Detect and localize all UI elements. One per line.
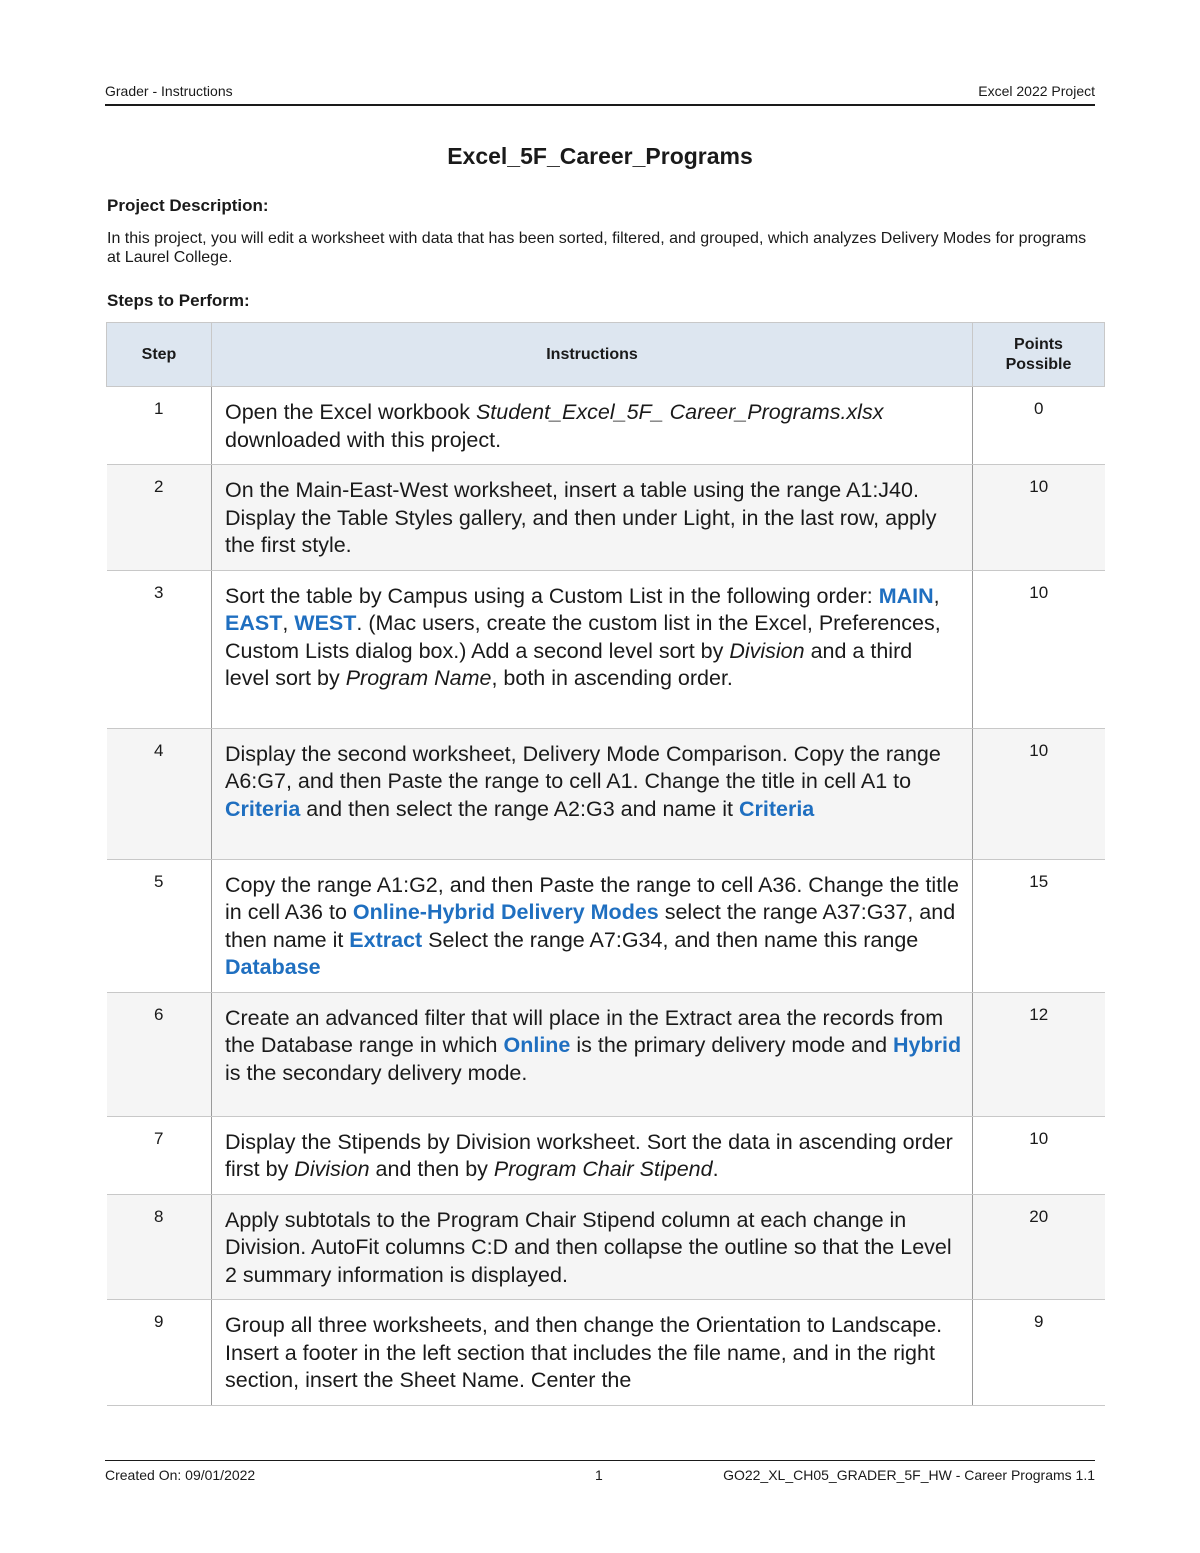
header-left-text: Grader - Instructions (105, 83, 233, 99)
keyword-text: Extract (349, 927, 423, 952)
step-instructions (212, 570, 973, 728)
steps-table-body (107, 387, 1105, 1406)
instruction-text: Group all three worksheets, and then change the Orientation to Landscape. Insert a footer in the left section that includes the file name, and in the right section, insert the Sheet Name. Center the (225, 1313, 943, 1392)
instruction-text: Sort the table by Campus using a Custom List in the following order: (225, 583, 879, 608)
instruction-text: select the range A37:G37, and then name it (225, 900, 956, 952)
step-number: 1 (107, 387, 212, 465)
column-header-instructions: Instructions (212, 323, 973, 387)
page-footer (105, 1460, 1095, 1483)
instruction-text: Display the second worksheet, Delivery Mode Comparison. Copy the range A6:G7, and then Paste the range to cell A1. Change the title in cell A1 to (225, 741, 941, 793)
instruction-text: Copy the range A1:G2, and then Paste the range to cell A36. Change the title in cell A36 to (225, 872, 959, 924)
instruction-text: and a third level sort by (225, 638, 913, 690)
points-possible: 10 (973, 1116, 1105, 1194)
project-description-heading: Project Description: (107, 196, 269, 215)
keyword-text: Online-Hybrid Delivery Modes (352, 900, 659, 924)
footer-created-date: Created On: 09/01/2022 (105, 1467, 256, 1483)
page-header (105, 82, 1095, 106)
italic-text: Program Chair Stipend (493, 1157, 713, 1181)
italic-text: Student_Excel_5F_ Career_Programs.xlsx (475, 400, 884, 424)
step-number: 9 (107, 1300, 212, 1406)
instruction-text: and then by (369, 1157, 494, 1181)
step-instructions (212, 387, 973, 465)
instruction-text: is the secondary delivery mode. (225, 1060, 528, 1085)
keyword-text: MAIN (878, 583, 934, 608)
points-possible: 12 (973, 992, 1105, 1116)
step-number: 8 (107, 1194, 212, 1300)
table-row (107, 992, 1105, 1116)
points-possible: 20 (973, 1194, 1105, 1300)
keyword-text: Criteria (225, 796, 301, 821)
step-number: 6 (107, 992, 212, 1116)
keyword-text: Criteria (738, 796, 815, 821)
step-number: 7 (107, 1116, 212, 1194)
italic-text: Program Name (345, 666, 492, 690)
italic-text: Division (294, 1157, 370, 1181)
table-row (107, 859, 1105, 992)
column-header-points: Points Possible (973, 323, 1105, 387)
instruction-text: On the Main-East-West worksheet, insert a table using the range A1:J40. Display the Table Styles gallery, and then under Light, in the last row, apply the first style. (225, 478, 937, 557)
step-number: 4 (107, 728, 212, 859)
step-number: 3 (107, 570, 212, 728)
instruction-text: Display the Stipends by Division worksheet. Sort the data in ascending order first by (225, 1129, 953, 1181)
footer-document-code: GO22_XL_CH05_GRADER_5F_HW - Career Programs 1.1 (723, 1467, 1095, 1483)
project-description-text: In this project, you will edit a worksheet with data that has been sorted, filtered, and grouped, which analyzes Delivery Modes for programs at Laurel College. (107, 230, 1087, 266)
document-title: Excel_5F_Career_Programs (447, 143, 753, 169)
instruction-text: Apply subtotals to the Program Chair Stipend column at each change in Division. AutoFit columns C:D and then collapse the outline so that the Level 2 summary information is displayed. (225, 1207, 952, 1287)
keyword-text: Online (503, 1033, 571, 1057)
table-row (107, 728, 1105, 859)
keyword-text: EAST (225, 611, 283, 635)
step-instructions (212, 992, 973, 1116)
instruction-text: Create an advanced filter that will place in the Extract area the records from the Database range in which (225, 1005, 944, 1057)
instruction-text: , both in ascending order. (491, 666, 733, 690)
instruction-text: . (Mac users, create the custom list in the Excel, Preferences, Custom Lists dialog box.) Add a second level sort by (225, 611, 941, 663)
instruction-text: downloaded with this project. (225, 427, 502, 452)
table-row (107, 570, 1105, 728)
table-row (107, 1116, 1105, 1194)
step-number: 5 (107, 859, 212, 992)
step-instructions (212, 1300, 973, 1406)
points-possible: 10 (973, 465, 1105, 571)
header-right-text: Excel 2022 Project (978, 83, 1095, 99)
points-possible: 15 (973, 859, 1105, 992)
column-header-step: Step (107, 323, 212, 387)
instruction-text: , (933, 583, 940, 608)
step-instructions (212, 728, 973, 859)
table-row (107, 387, 1105, 465)
step-instructions (212, 1194, 973, 1300)
footer-page-number: 1 (595, 1467, 603, 1483)
instruction-text: Open the Excel workbook (225, 400, 476, 424)
points-possible: 10 (973, 728, 1105, 859)
table-header-row (107, 323, 1105, 387)
points-possible: 10 (973, 570, 1105, 728)
step-instructions (212, 465, 973, 571)
table-row (107, 1194, 1105, 1300)
instruction-text: is the primary delivery mode and (570, 1033, 894, 1057)
instruction-text: Select the range A7:G34, and then name this range (422, 927, 919, 952)
instruction-text: and then select the range A2:G3 and name it (300, 796, 739, 821)
points-possible: 0 (973, 387, 1105, 465)
instruction-text: , (282, 611, 295, 635)
steps-table (106, 322, 1105, 1406)
table-row (107, 465, 1105, 571)
keyword-text: Database (225, 955, 321, 979)
keyword-text: WEST (294, 611, 357, 635)
instruction-text: . (712, 1157, 719, 1181)
italic-text: Division (729, 638, 805, 663)
points-possible: 9 (973, 1300, 1105, 1406)
step-number: 2 (107, 465, 212, 571)
table-row (107, 1300, 1105, 1406)
step-instructions (212, 859, 973, 992)
step-instructions (212, 1116, 973, 1194)
keyword-text: Hybrid (893, 1033, 962, 1057)
steps-heading: Steps to Perform: (107, 291, 250, 310)
